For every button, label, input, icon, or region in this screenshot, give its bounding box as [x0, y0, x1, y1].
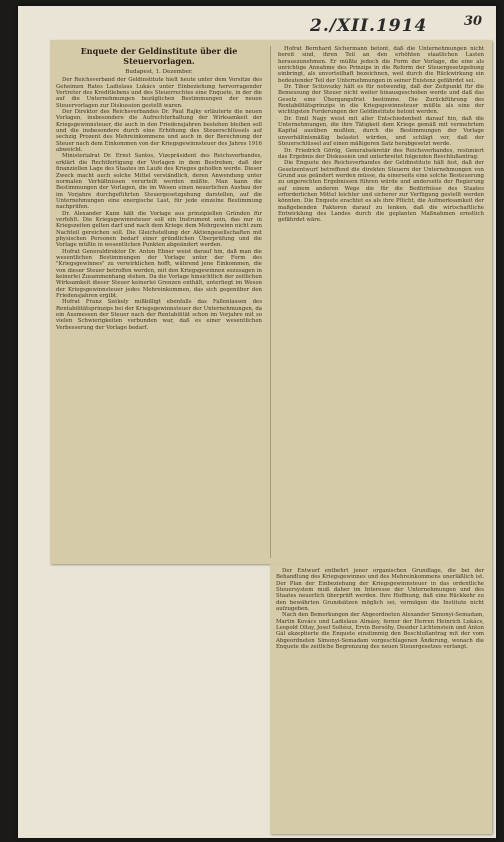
- handwritten-date: 2./XII.1914: [310, 16, 428, 36]
- paragraph: Hofrat Bernhard Sichermann betont, daß die Unternehmungen nicht bereit sind, ihren Teil an den erhöhten staatlichen Lasten herauszunehmen. Er müßte jedoch die Form der Vorlage, die eine als unrichtige Annahme des Prinzips in die Reform der Steuergesetzgebung einbringt, als unvorteilhaft bezeichnen, weil durch die Rückwirkung ein bedeutender Teil der Unternehmungen in seiner Existenz gefährdet sei.: [278, 46, 484, 84]
- article-right-column: [278, 46, 484, 558]
- article-left-column: [56, 46, 262, 558]
- article-dateline: Budapest, 1. Dezember.: [125, 69, 193, 75]
- paragraph: Dr. Emil Nagy weist mit aller Entschiedenheit darauf hin, daß die Unternehmungen, die ihre Tätigkeit dem Kriege gemäß mit vermehrtem Kapital ausüben mußten, durch die Bestimmungen der Vorlage unverhältnismäßig belastet würden, und schlägt vor, daß der Steuerschlüssel auf einen mäßigeren Satz herabgesetzt werde.: [278, 115, 484, 148]
- paragraph: Der Entwurf entbehrt jener organischen Grundlage, die bei der Behandlung des Kriegsgewinnes und des Mehreinkommens unerläßlich ist. Der Plan der Einbeziehung der Kriegsgewinnsteuer in das ordentliche Steuersystem muß daher im Interesse der Unternehmungen und des Staates neuerlich überprüft werden. Ihre Hoffnung, daß eine Rückkehr zu den bewährten Grundsätzen möglich sei, vermögen die Institute nicht aufzugeben.: [276, 568, 484, 613]
- paragraph: Dr. Alexander Kann hält die Vorlage aus prinzipiellen Gründen für verfehlt. Die Kriegsgewinnsteuer soll ein Instrument sein, das nur in Kriegszeiten gelten darf und nach dem Kriege dem Mehrgewinn nicht zum Nachteil gereichen soll. Die Gleichstellung der Aktiengesellschaften mit physischen Personen bedarf einer gründlichen Überprüfung und die Vorlage müßte in wesentlichen Punkten abgeändert werden.: [56, 210, 262, 249]
- paragraph: Der Reichsverband der Geldinstitute hielt heute unter dem Vorsitze des Geheimen Rates Ladislaus Lukács unter Einbeziehung hervorragender Vertreter des Kreditlebens und des Steuerrechtes eine Enquete, in der die auf die Unternehmungen bezüglichen Bestimmungen der neuen Steuervorlagen zur Diskussion gestellt waren.: [56, 77, 262, 109]
- newspaper-clipping: [50, 40, 492, 564]
- handwritten-page-number: 30: [464, 14, 483, 29]
- paragraph: Dr. Friedrich Görög, Generalsekretär des Reichsverbandes, resümiert das Ergebnis der Diskussion und unterbreitet folgenden Beschlußantrag:: [278, 147, 484, 160]
- article-continuation-column: [276, 568, 484, 830]
- newspaper-clipping-continuation: [270, 564, 492, 834]
- paragraph: Ministerialrat Dr. Ernst Santos, Vizepräsident des Reichsverbandes, erklärt die Rechtfertigung der Vorlagen in dem Bestreben, daß der finanziellen Lage des Staates im Laufe des Krieges geholfen werde. Dieser Zweck macht auch solche Mittel verständlich, deren Anwendung unter normalen Verhältnissen verurteilt werden müßte. Man kann die Bestimmungen der Vorlagen, die im Wesen einen neuerlichen Ausbau der im Vorjahre durchgeführten Steuergesetzgebung darstellen, auf die Unternehmungen eine energische Last, für jede einzelne Bestimmung nachprüfen.: [56, 153, 262, 211]
- article-headline: Enquete der Geldinstitute über die Steuervorlagen.: [80, 46, 238, 66]
- archive-sheet: [18, 6, 496, 838]
- paragraph: Hofrat Franz Székely mißbilligt ebenfalls das Fallenlassen des Rentabilitätsprinzips bei der Kriegsgewinnsteuer der Unternehmungen, da ein Ausmessen der Steuer nach der Rentabilität schon im Vorjahre mit so vielen Schwierigkeiten verbunden war, daß es einer wesentlichen Verbesserung der Vorlage bedarf.: [56, 299, 262, 331]
- column-divider: [270, 46, 271, 558]
- paragraph: Dr. Tibor Scitovszky hält es für notwendig, daß der Zeitpunkt für die Bemessung der Steuer nicht weiter hinausgeschoben werde und daß das Gesetz eine Übergangsfrist bestimme. Die Zurückführung des Rentabilitätsprinzips in die Kriegsgewinnsteuer müßte als eine der wichtigsten Forderungen der Geldinstitute betont werden.: [278, 84, 484, 116]
- paragraph: Nach den Bemerkungen der Abgeordneten Alexander Simonyi-Semadam, Martin Kovács und Ladislaus Almásy, ferner der Herren Heinrich Lukács, Leopold Oltay, Josef Soltész, Ervin Borsóhy, Desider Lichtenstein und Anton Gál akzeptierte die Enquete einstimmig den Beschlußantrag mit der vom Abgeordneten Simonyi-Semadam vorgeschlagenen Änderung, wonach die Enquete die zeitliche Begrenzung des neuen Steuergesetzes verlangt.: [276, 612, 484, 651]
- paragraph: Der Direktor des Reichsverbandes Dr. Paul Rajky erläuterte die neuen Vorlagen, insbesondere die Aufrechterhaltung der Wirksamkeit der Kriegsgewinnsteuer, die auch in den Friedensjahren bestehen bleiben soll und die insbesondere durch eine Erhöhung des Steuerschlüssels auf sechzig Prozent des Mehreinkommens und auch in der Berechnung der Steuer nach dem Einkommen von der Kriegsgewinnsteuer des Jahres 1916 abweicht.: [56, 109, 262, 154]
- resolution-paragraph: Die Enquete des Reichsverbandes der Geldinstitute hält fest, daß der Gesetzentwurf betreffend die direkten Steuern der Unternehmungen von Grund aus geändert werden müsse, da einerseits eine solche Besteuerung zu ungerechten Ergebnissen führen würde und anderseits der Regierung auf einem anderen Wege die für die Bedürfnisse des Staates erforderlichen Mittel leichter und sicherer zur Verfügung gestellt werden könnten. Die Enquete erachtet es als ihre Pflicht, die Aufmerksamkeit der maßgebenden Faktoren darauf zu lenken, daß die wirtschaftliche Entwicklung des Landes durch die geplanten Maßnahmen ernstlich gefährdet wäre.: [278, 160, 484, 224]
- paragraph: Hofrat Generaldirektor Dr. Anton Ebner weist darauf hin, daß man die wesentlichen Bestimmungen der Vorlage unter der Form des "Kriegsgewinnes" zu verwirklichen hofft, während jene Einkommen, die von dieser Steuer betroffen werden, mit den Kriegsgewinnen sozusagen in keinerlei Zusammenhang stehen. Da die Vorlage hinsichtlich der zeitlichen Wirksamkeit dieser Steuer keinerlei Grenzen enthält, unterliegt im Wesen der Kriegsgewinnsteuer jedes Mehreinkommen, das sich gegenüber den Friedensjahren ergibt.: [56, 248, 262, 300]
